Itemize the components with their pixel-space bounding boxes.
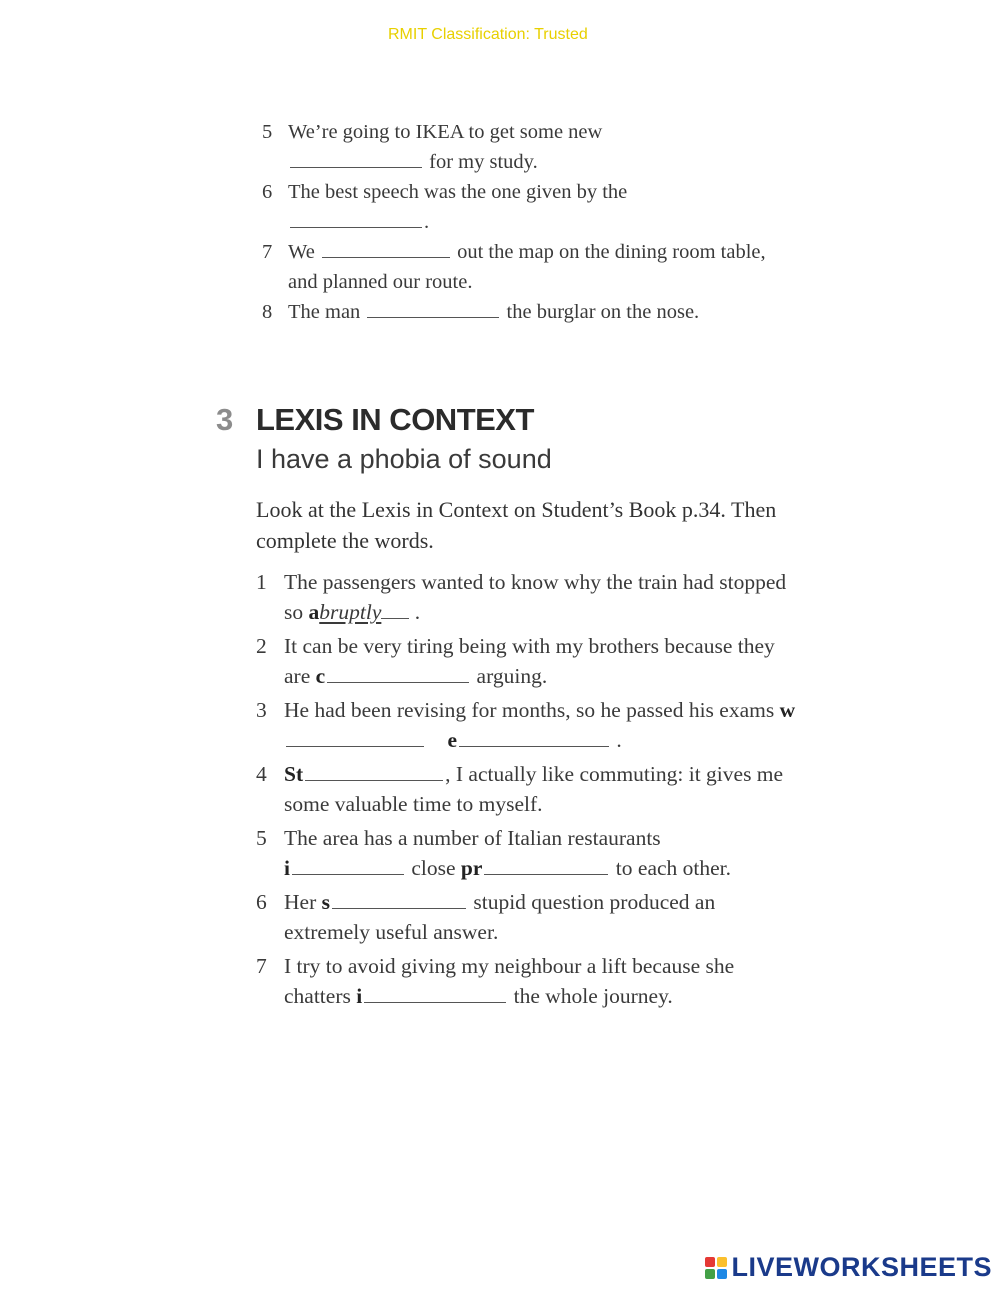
item-text: I try to avoid giving my neighbour a lift because she chatters (284, 954, 735, 1008)
logo-square (717, 1257, 727, 1267)
item-number: 2 (256, 634, 267, 658)
item-number: 5 (262, 121, 273, 143)
item-number: 6 (262, 181, 273, 203)
list-item (256, 887, 796, 947)
list-item (262, 238, 782, 297)
answer-blank[interactable] (459, 728, 609, 747)
classification-label: RMIT Classification: Trusted (388, 26, 588, 43)
list-item (262, 298, 782, 328)
item-text: stupid question produced an extremely useful answer. (284, 890, 716, 944)
answer-blank[interactable] (332, 890, 466, 909)
first-letter: i (284, 856, 290, 880)
first-letter: w (779, 698, 796, 722)
item-text: , I actually like commuting: it gives me some valuable time to myself. (284, 762, 784, 816)
second-letter: pr (460, 856, 483, 880)
item-text: Her (284, 890, 322, 914)
answer-blank[interactable] (364, 984, 506, 1003)
list-item (262, 118, 782, 177)
item-text: The man (288, 301, 361, 323)
first-letter: a (308, 600, 320, 624)
list-item (256, 759, 796, 819)
answer-blank[interactable] (290, 149, 422, 168)
answer-blank[interactable] (290, 209, 422, 228)
section-title: LEXIS IN CONTEXT (256, 402, 534, 437)
answer-blank[interactable] (367, 299, 499, 318)
previous-exercise-list (262, 118, 782, 329)
item-number: 1 (256, 570, 267, 594)
item-text: close (411, 856, 461, 880)
second-letter: e (447, 728, 458, 752)
item-text: for my study. (429, 150, 538, 173)
first-letter: c (315, 664, 326, 688)
item-number: 4 (256, 762, 267, 786)
logo-text: LIVEWORKSHEETS (731, 1252, 992, 1282)
item-number: 7 (256, 954, 267, 978)
item-text: We’re going to IKEA to get some new (288, 121, 603, 143)
list-item (256, 951, 796, 1011)
item-text: to each other. (615, 856, 732, 880)
answer-blank[interactable] (322, 239, 450, 258)
answer-blank[interactable] (327, 664, 469, 683)
first-letter: s (321, 890, 330, 914)
liveworksheets-logo[interactable] (705, 1252, 992, 1283)
answer-blank[interactable] (305, 762, 443, 781)
list-item (256, 695, 796, 755)
section-subtitle: I have a phobia of sound (256, 444, 552, 474)
section-heading (216, 402, 816, 438)
item-text: the burglar on the nose. (506, 301, 700, 323)
item-number: 3 (256, 698, 267, 722)
section-number: 3 (216, 402, 234, 437)
item-number: 6 (256, 890, 267, 914)
item-number: 7 (262, 241, 273, 263)
item-text: The area has a number of Italian restaurants (284, 826, 661, 850)
logo-square (705, 1257, 715, 1267)
answer-blank[interactable] (286, 728, 424, 747)
item-text: . (414, 600, 421, 624)
item-text: The best speech was the one given by the (288, 181, 628, 203)
first-letter: St (284, 762, 304, 786)
instruction-text: Look at the Lexis in Context on Student’s Book p.34. Then complete the words. (256, 497, 777, 553)
item-text: . (424, 210, 430, 233)
list-item (256, 823, 796, 883)
item-text: . (616, 728, 622, 752)
list-item (262, 178, 782, 237)
item-text: He had been revising for months, so he passed his exams (284, 698, 780, 722)
answer-underline (381, 600, 409, 619)
item-text: The passengers wanted to know why the train had stopped so (284, 570, 787, 624)
list-item (256, 631, 796, 691)
answer-blank[interactable] (484, 856, 608, 875)
logo-icon (705, 1257, 727, 1279)
item-text: It can be very tiring being with my brothers because they are (284, 634, 775, 688)
exercise-list (256, 567, 796, 1015)
logo-square (705, 1269, 715, 1279)
item-number: 8 (262, 301, 273, 323)
item-number: 5 (256, 826, 267, 850)
item-text: arguing. (476, 664, 548, 688)
item-text: the whole journey. (513, 984, 673, 1008)
item-text: We (288, 241, 315, 263)
list-item (256, 567, 796, 627)
item-text: out the map on the dining room table, and planned our route. (288, 241, 766, 293)
answer-blank[interactable] (292, 856, 404, 875)
logo-square (717, 1269, 727, 1279)
example-answer: bruptly (319, 600, 382, 624)
first-letter: i (356, 984, 363, 1008)
